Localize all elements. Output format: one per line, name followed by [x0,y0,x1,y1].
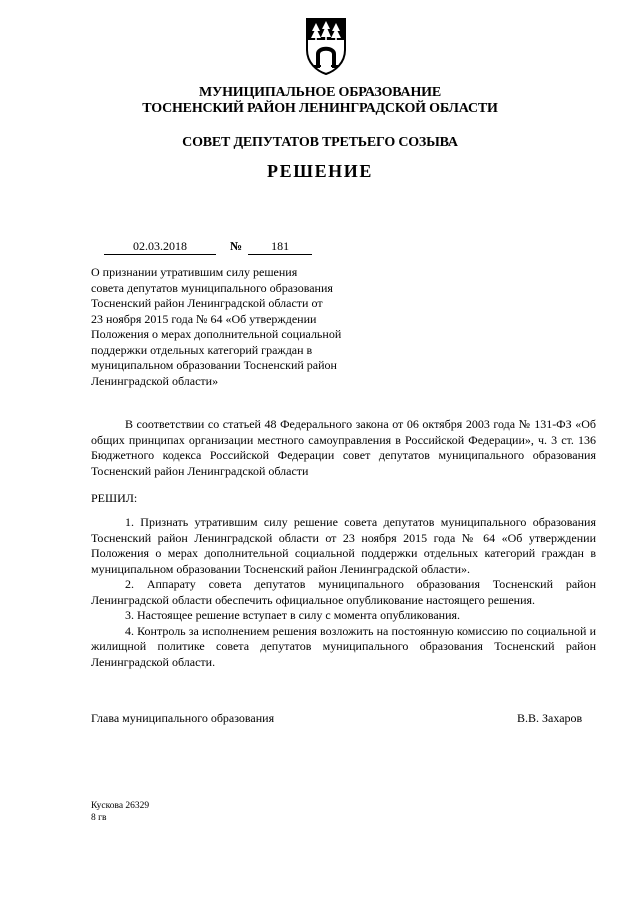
subject-line: Тосненский район Ленинградской области от [91,296,323,310]
council-title: СОВЕТ ДЕПУТАТОВ ТРЕТЬЕГО СОЗЫВА [182,135,458,150]
document-number: 181 [248,239,312,255]
subject-line: совета депутатов муниципального образования [91,280,333,295]
decision-items [91,515,596,670]
date-number-line [104,239,312,255]
decision-item: 2. Аппарату совета депутатов муниципального образования Тосненский район Ленинградской области обеспечить официальное опубликование настоящего решения. [91,577,596,607]
number-sign: № [230,239,243,253]
subject-line: Ленинградской области» [91,373,219,388]
decision-item: 4. Контроль за исполнением решения возложить на постоянную комиссию по социальной и жилищной политике совета депутатов муниципального образования Тосненский район Ленинградской области. [91,623,596,669]
signatory-name: В.В. Захаров [517,711,583,725]
municipality-title: МУНИЦИПАЛЬНОЕ ОБРАЗОВАНИЕ [199,85,441,100]
preamble-paragraph: В соответствии со статьей 48 Федерального закона от 06 октября 2003 года № 131-ФЗ «Об общих принципах организации местного самоуправления в Российской Федерации», ч. 3 ст. 136 Бюджетного кодекса Российской Федерации совет депутатов муниципального образования Тосненский район Ленинградской области [91,417,596,478]
subject-line: муниципальном образовании Тосненский район [91,358,337,372]
decision-item: 1. Признать утратившим силу решение совета депутатов муниципального образования Тосненский район Ленинградской области от 23 ноября 2015 года № 64 «Об утверждении Положения о мерах дополнительной социальной поддержки отдельных категорий граждан в муниципальном образовании Тосненский район Ленинградской области». [91,515,596,576]
district-title: ТОСНЕНСКИЙ РАЙОН ЛЕНИНГРАДСКОЙ ОБЛАСТИ [142,101,498,116]
signatory-title: Глава муниципального образования [91,711,275,725]
footer-copies: 8 гв [91,813,107,823]
coat-of-arms-icon [304,16,348,76]
footer-note [91,800,149,824]
subject-line: 23 ноября 2015 года № 64 «Об утверждении [91,311,317,326]
decided-heading: РЕШИЛ: [91,491,138,505]
subject-line: поддержки отдельных категорий граждан в [91,342,313,357]
decision-item: 3. Настоящее решение вступает в силу с момента опубликования. [125,608,461,622]
document-date: 02.03.2018 [104,239,216,255]
document-type-title: РЕШЕНИЕ [267,161,373,181]
subject-line: Положения о мерах дополнительной социальной [91,327,342,341]
document-subject [91,265,391,389]
footer-author: Кускова 26329 [91,801,150,811]
subject-line: О признании утратившим силу решения [91,265,298,279]
